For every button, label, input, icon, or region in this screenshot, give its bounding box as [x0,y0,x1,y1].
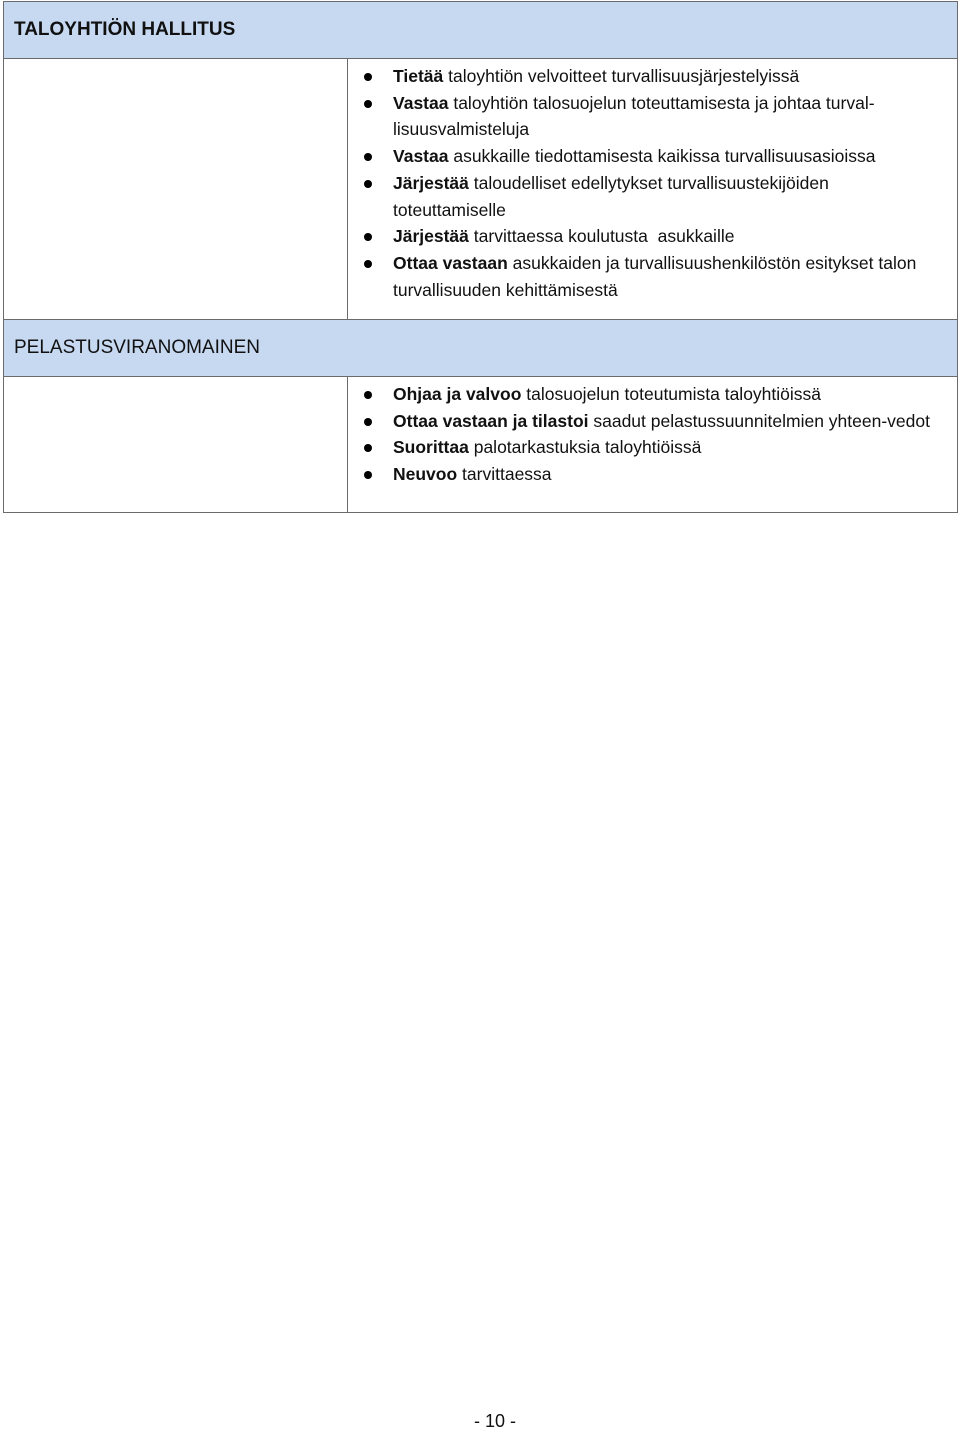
duty-verb: Ottaa vastaan [393,253,508,274]
duty-item [393,434,941,461]
duty-verb: Tietää [393,66,444,86]
duty-item [393,90,941,144]
duty-text: taloudelliset edellytykset turvallisuustekijöiden toteuttamiselle [393,172,829,220]
section-body-row [4,59,958,320]
duty-text: tarvittaessa koulutusta asukkaille [468,226,735,247]
duty-text: taloyhtiön talosuojelun toteuttamisesta ja johtaa turval-lisuusvalmisteluja [393,92,875,140]
duty-item [393,143,941,170]
duty-item [393,63,941,90]
duty-list-board [348,59,957,319]
section-title-rescue-authority: PELASTUSVIRANOMAINEN [4,319,958,376]
duty-text: palotarkastuksia taloyhtiöissä [468,437,702,458]
duty-verb: Vastaa [393,92,449,113]
duty-list-rescue-authority [348,377,957,512]
duty-item [393,461,941,488]
section-header-row [4,319,958,376]
bullet-icon [364,73,372,81]
bullet-icon [364,180,372,188]
section-body-right-cell [348,59,958,320]
section-body-row [4,376,958,512]
duty-verb: Järjestää [393,172,469,193]
duty-text: saadut pelastussuunnitelmien yhteen-vedot [588,410,930,431]
duty-item [393,250,941,304]
duty-verb: Järjestää [393,226,469,247]
responsibilities-table [3,1,958,513]
section-title-board: TALOYHTIÖN HALLITUS [4,2,958,59]
bullet-icon [364,260,372,268]
duty-text: asukkaiden ja turvallisuushenkilöstön esitykset talon turvallisuuden kehittämisestä [393,253,917,301]
duty-text: talosuojelun toteutumista taloyhtiöissä [521,383,822,404]
bullet-icon [364,391,372,399]
duty-item [393,170,941,224]
duty-verb: Vastaa [393,146,449,167]
bullet-icon [364,471,372,479]
duty-text: taloyhtiön velvoitteet turvallisuusjärjestelyissä [443,66,800,86]
duty-item [393,381,941,408]
bullet-icon [364,444,372,452]
section-body-right-cell [348,376,958,512]
bullet-icon [364,418,372,426]
bullet-icon [364,100,372,108]
duty-verb: Neuvoo [393,464,458,485]
duty-text: tarvittaessa [457,464,552,485]
section-body-left-cell [4,59,348,320]
duty-item [393,223,941,250]
bullet-icon [364,233,372,241]
duty-text: asukkaille tiedottamisesta kaikissa turvallisuusasioissa [448,146,876,167]
section-header-row [4,2,958,59]
duty-verb: Ottaa vastaan ja tilastoi [393,410,589,431]
bullet-icon [364,153,372,161]
duty-verb: Suorittaa [393,437,469,458]
page-number: - 10 - [473,1411,516,1431]
section-body-left-cell [4,376,348,512]
duty-item [393,408,941,435]
duty-verb: Ohjaa ja valvoo [393,383,522,404]
